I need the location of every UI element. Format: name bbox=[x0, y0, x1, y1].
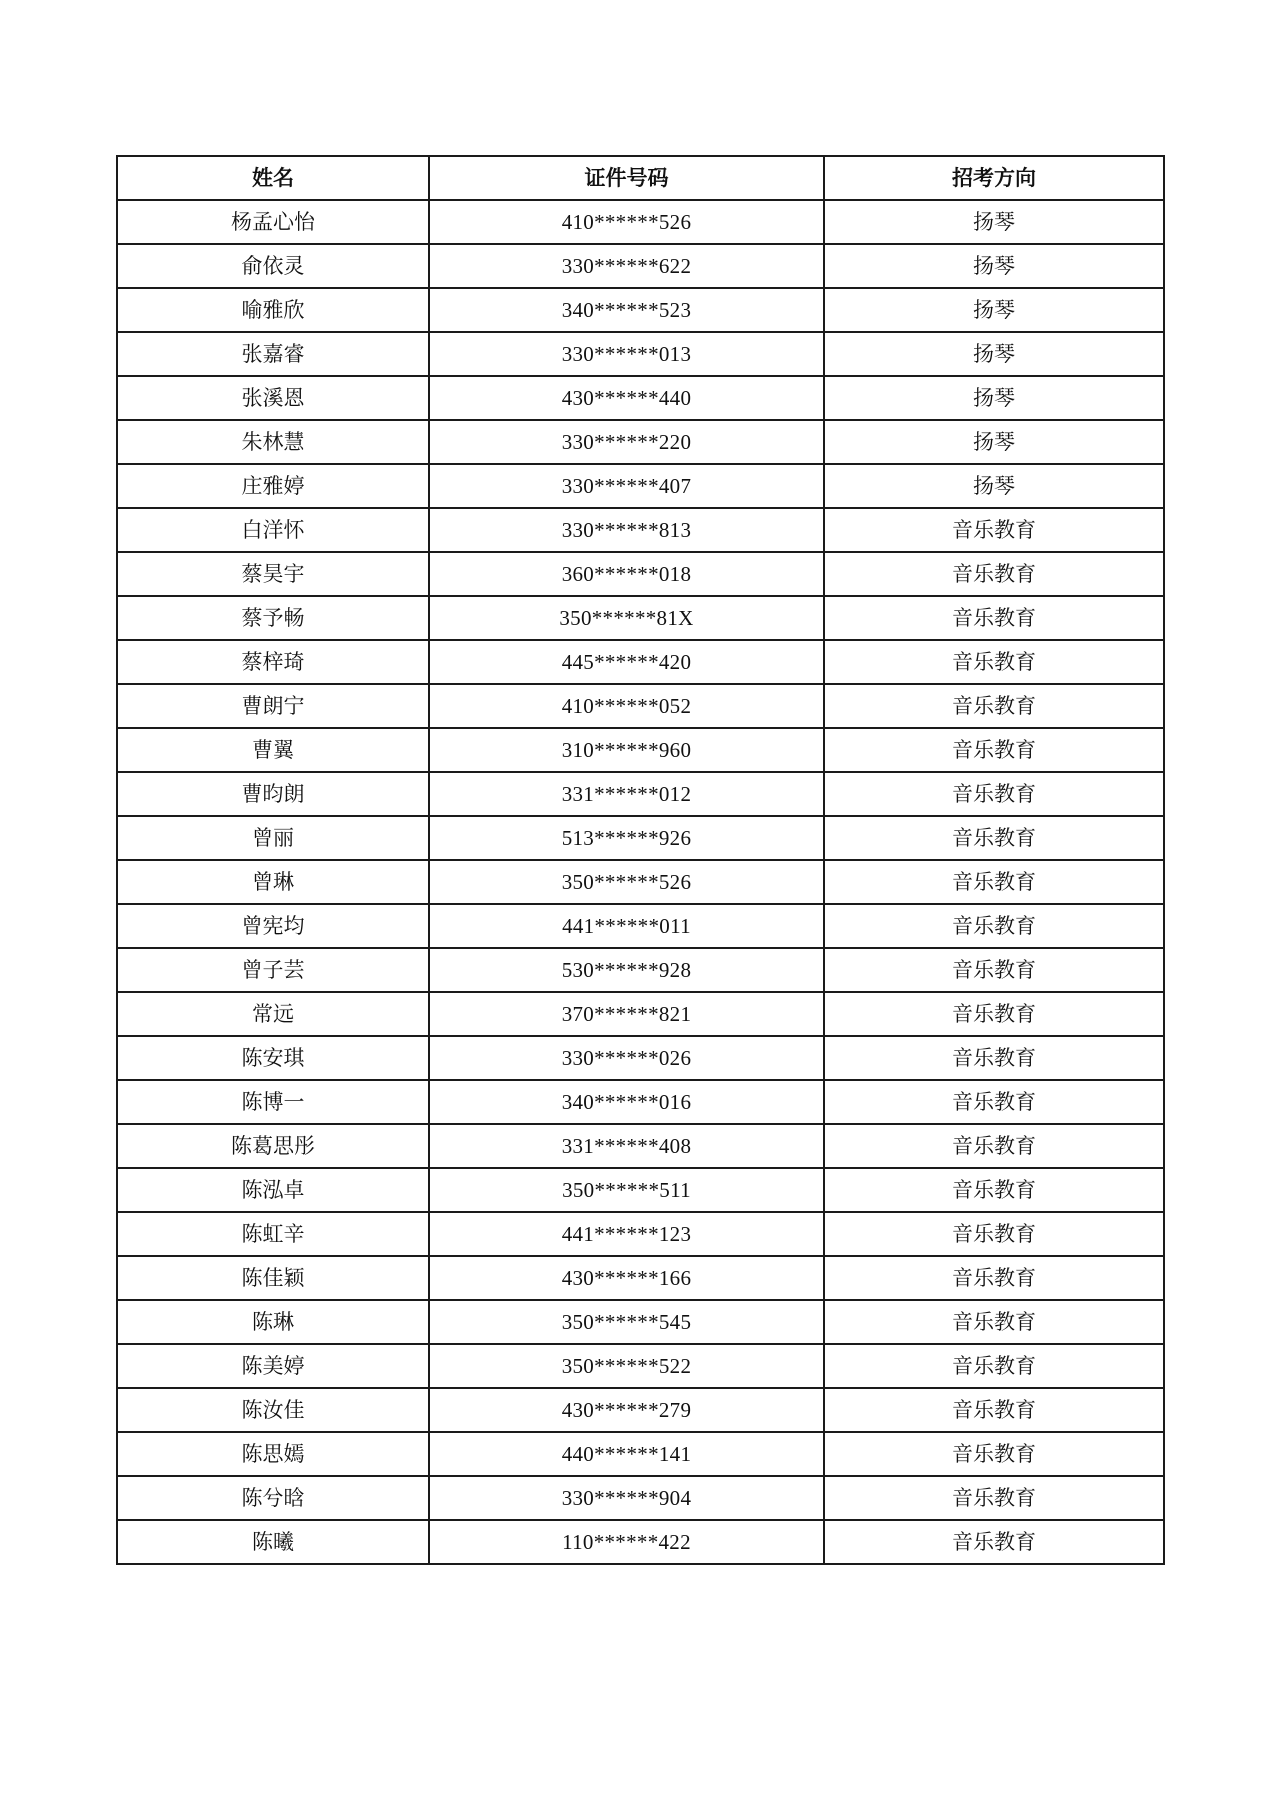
cell-direction: 音乐教育 bbox=[824, 728, 1164, 772]
cell-name: 曹朗宁 bbox=[117, 684, 429, 728]
cell-id-number: 440******141 bbox=[429, 1432, 824, 1476]
cell-name: 陈美婷 bbox=[117, 1344, 429, 1388]
cell-id-number: 310******960 bbox=[429, 728, 824, 772]
cell-name: 朱林慧 bbox=[117, 420, 429, 464]
cell-id-number: 331******012 bbox=[429, 772, 824, 816]
cell-id-number: 350******526 bbox=[429, 860, 824, 904]
cell-name: 陈思嫣 bbox=[117, 1432, 429, 1476]
table-row bbox=[117, 992, 1164, 1036]
column-header-direction: 招考方向 bbox=[824, 156, 1164, 200]
cell-direction: 音乐教育 bbox=[824, 1300, 1164, 1344]
cell-id-number: 441******123 bbox=[429, 1212, 824, 1256]
cell-id-number: 441******011 bbox=[429, 904, 824, 948]
cell-direction: 音乐教育 bbox=[824, 1212, 1164, 1256]
cell-direction: 音乐教育 bbox=[824, 1476, 1164, 1520]
cell-id-number: 330******013 bbox=[429, 332, 824, 376]
cell-direction: 音乐教育 bbox=[824, 596, 1164, 640]
cell-id-number: 350******522 bbox=[429, 1344, 824, 1388]
cell-direction: 音乐教育 bbox=[824, 948, 1164, 992]
cell-id-number: 430******440 bbox=[429, 376, 824, 420]
cell-direction: 音乐教育 bbox=[824, 1080, 1164, 1124]
cell-id-number: 370******821 bbox=[429, 992, 824, 1036]
table-row bbox=[117, 1300, 1164, 1344]
cell-direction: 扬琴 bbox=[824, 288, 1164, 332]
cell-id-number: 350******81X bbox=[429, 596, 824, 640]
table-row bbox=[117, 288, 1164, 332]
cell-name: 蔡昊宇 bbox=[117, 552, 429, 596]
cell-direction: 音乐教育 bbox=[824, 860, 1164, 904]
table-row bbox=[117, 200, 1164, 244]
table-row bbox=[117, 1080, 1164, 1124]
cell-id-number: 513******926 bbox=[429, 816, 824, 860]
cell-direction: 音乐教育 bbox=[824, 1036, 1164, 1080]
cell-name: 白洋怀 bbox=[117, 508, 429, 552]
cell-name: 曾宪均 bbox=[117, 904, 429, 948]
cell-name: 陈泓卓 bbox=[117, 1168, 429, 1212]
cell-name: 曾子芸 bbox=[117, 948, 429, 992]
cell-direction: 音乐教育 bbox=[824, 816, 1164, 860]
table-row bbox=[117, 1036, 1164, 1080]
cell-direction: 音乐教育 bbox=[824, 1432, 1164, 1476]
cell-direction: 音乐教育 bbox=[824, 1344, 1164, 1388]
cell-name: 陈安琪 bbox=[117, 1036, 429, 1080]
cell-direction: 音乐教育 bbox=[824, 552, 1164, 596]
cell-name: 庄雅婷 bbox=[117, 464, 429, 508]
cell-direction: 扬琴 bbox=[824, 244, 1164, 288]
cell-name: 曾丽 bbox=[117, 816, 429, 860]
table-row bbox=[117, 1520, 1164, 1564]
cell-name: 俞依灵 bbox=[117, 244, 429, 288]
cell-id-number: 110******422 bbox=[429, 1520, 824, 1564]
table-row bbox=[117, 904, 1164, 948]
table-row bbox=[117, 772, 1164, 816]
cell-name: 陈佳颖 bbox=[117, 1256, 429, 1300]
cell-id-number: 330******407 bbox=[429, 464, 824, 508]
cell-name: 张溪恩 bbox=[117, 376, 429, 420]
cell-direction: 音乐教育 bbox=[824, 772, 1164, 816]
table-row bbox=[117, 332, 1164, 376]
cell-id-number: 331******408 bbox=[429, 1124, 824, 1168]
table-row bbox=[117, 464, 1164, 508]
table-row bbox=[117, 508, 1164, 552]
cell-id-number: 360******018 bbox=[429, 552, 824, 596]
cell-name: 曾琳 bbox=[117, 860, 429, 904]
cell-direction: 音乐教育 bbox=[824, 992, 1164, 1036]
table-row bbox=[117, 684, 1164, 728]
column-header-name: 姓名 bbox=[117, 156, 429, 200]
table-row bbox=[117, 1388, 1164, 1432]
table-row bbox=[117, 816, 1164, 860]
table-row bbox=[117, 1476, 1164, 1520]
cell-id-number: 340******523 bbox=[429, 288, 824, 332]
cell-name: 常远 bbox=[117, 992, 429, 1036]
table-row bbox=[117, 860, 1164, 904]
cell-name: 陈琳 bbox=[117, 1300, 429, 1344]
cell-name: 陈博一 bbox=[117, 1080, 429, 1124]
cell-direction: 音乐教育 bbox=[824, 1124, 1164, 1168]
cell-name: 陈葛思彤 bbox=[117, 1124, 429, 1168]
cell-id-number: 340******016 bbox=[429, 1080, 824, 1124]
cell-id-number: 350******545 bbox=[429, 1300, 824, 1344]
cell-id-number: 530******928 bbox=[429, 948, 824, 992]
cell-name: 蔡梓琦 bbox=[117, 640, 429, 684]
cell-direction: 音乐教育 bbox=[824, 1388, 1164, 1432]
table-row bbox=[117, 1256, 1164, 1300]
cell-name: 曹昀朗 bbox=[117, 772, 429, 816]
cell-direction: 扬琴 bbox=[824, 332, 1164, 376]
table-row bbox=[117, 552, 1164, 596]
table-row bbox=[117, 1168, 1164, 1212]
column-header-id-number: 证件号码 bbox=[429, 156, 824, 200]
cell-direction: 扬琴 bbox=[824, 200, 1164, 244]
cell-name: 杨孟心怡 bbox=[117, 200, 429, 244]
table-row bbox=[117, 376, 1164, 420]
cell-direction: 扬琴 bbox=[824, 376, 1164, 420]
cell-direction: 音乐教育 bbox=[824, 684, 1164, 728]
cell-name: 陈虹辛 bbox=[117, 1212, 429, 1256]
table-row bbox=[117, 640, 1164, 684]
cell-id-number: 445******420 bbox=[429, 640, 824, 684]
cell-name: 陈兮晗 bbox=[117, 1476, 429, 1520]
cell-direction: 音乐教育 bbox=[824, 1256, 1164, 1300]
roster-table bbox=[116, 155, 1165, 1565]
table-row bbox=[117, 244, 1164, 288]
cell-name: 曹翼 bbox=[117, 728, 429, 772]
cell-direction: 音乐教育 bbox=[824, 1520, 1164, 1564]
cell-direction: 音乐教育 bbox=[824, 904, 1164, 948]
table-row bbox=[117, 948, 1164, 992]
cell-id-number: 330******220 bbox=[429, 420, 824, 464]
cell-id-number: 430******279 bbox=[429, 1388, 824, 1432]
cell-id-number: 430******166 bbox=[429, 1256, 824, 1300]
cell-name: 陈汝佳 bbox=[117, 1388, 429, 1432]
cell-name: 张嘉睿 bbox=[117, 332, 429, 376]
cell-name: 喻雅欣 bbox=[117, 288, 429, 332]
cell-id-number: 330******813 bbox=[429, 508, 824, 552]
table-row bbox=[117, 596, 1164, 640]
table-row bbox=[117, 1124, 1164, 1168]
table-body bbox=[117, 200, 1164, 1564]
table-header bbox=[117, 156, 1164, 200]
cell-id-number: 350******511 bbox=[429, 1168, 824, 1212]
table-row bbox=[117, 1432, 1164, 1476]
cell-direction: 音乐教育 bbox=[824, 1168, 1164, 1212]
table-row bbox=[117, 728, 1164, 772]
cell-name: 陈曦 bbox=[117, 1520, 429, 1564]
cell-id-number: 410******052 bbox=[429, 684, 824, 728]
table-row bbox=[117, 1344, 1164, 1388]
cell-direction: 扬琴 bbox=[824, 420, 1164, 464]
cell-id-number: 330******622 bbox=[429, 244, 824, 288]
cell-direction: 音乐教育 bbox=[824, 640, 1164, 684]
cell-id-number: 330******904 bbox=[429, 1476, 824, 1520]
table-row bbox=[117, 1212, 1164, 1256]
table-row bbox=[117, 420, 1164, 464]
cell-name: 蔡予畅 bbox=[117, 596, 429, 640]
cell-direction: 扬琴 bbox=[824, 464, 1164, 508]
header-row bbox=[117, 156, 1164, 200]
cell-id-number: 330******026 bbox=[429, 1036, 824, 1080]
cell-direction: 音乐教育 bbox=[824, 508, 1164, 552]
cell-id-number: 410******526 bbox=[429, 200, 824, 244]
